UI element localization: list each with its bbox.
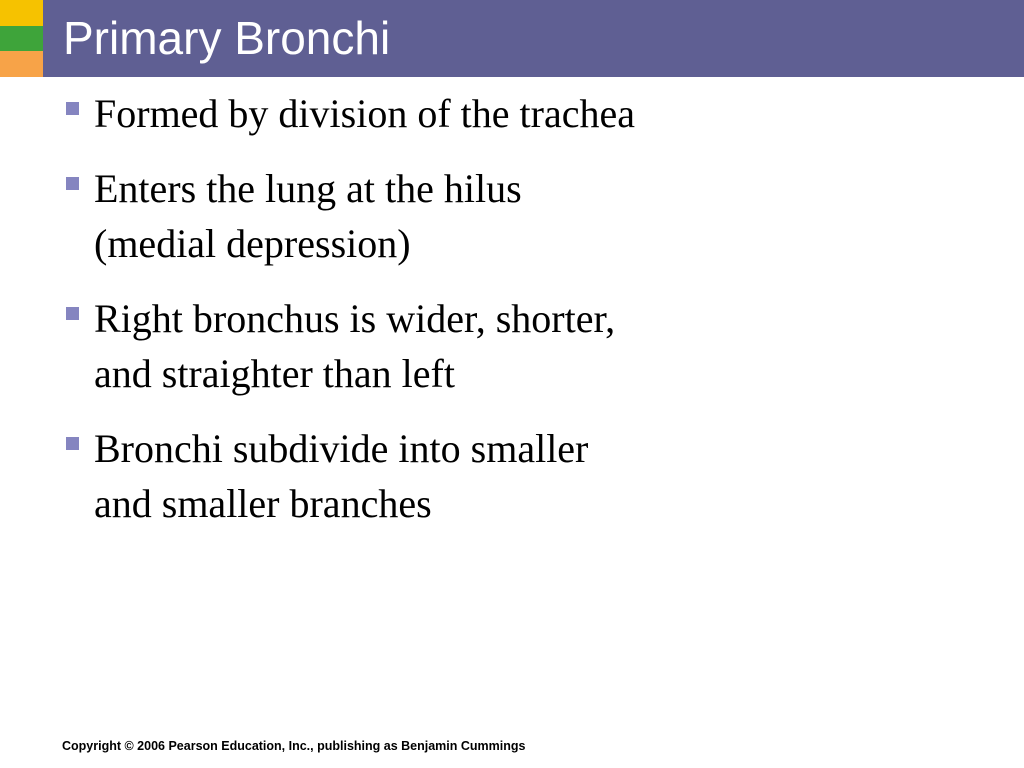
- strip-green: [0, 26, 43, 51]
- bullet-text: and straighter than left: [94, 351, 455, 396]
- copyright-footer: Copyright © 2006 Pearson Education, Inc., publishing as Benjamin Cummings: [62, 739, 526, 753]
- strip-orange: [0, 51, 43, 77]
- bullet-list: [62, 86, 962, 551]
- title-bar: [43, 0, 1024, 77]
- bullet-item: [62, 421, 962, 531]
- bullet-text: Bronchi subdivide into smaller: [94, 426, 589, 471]
- bullet-item: [62, 291, 962, 401]
- square-bullet-icon: [66, 102, 79, 115]
- bullet-text: Right bronchus is wider, shorter,: [94, 296, 616, 341]
- bullet-text: Formed by division of the trachea: [94, 91, 635, 136]
- strip-yellow: [0, 0, 43, 26]
- color-strip: [0, 0, 43, 77]
- square-bullet-icon: [66, 307, 79, 320]
- slide-title: Primary Bronchi: [63, 12, 391, 64]
- square-bullet-icon: [66, 437, 79, 450]
- bullet-item: [62, 86, 962, 141]
- bullet-text: Enters the lung at the hilus: [94, 166, 522, 211]
- bullet-item: [62, 161, 962, 271]
- square-bullet-icon: [66, 177, 79, 190]
- bullet-text: and smaller branches: [94, 481, 432, 526]
- bullet-text: (medial depression): [94, 221, 411, 266]
